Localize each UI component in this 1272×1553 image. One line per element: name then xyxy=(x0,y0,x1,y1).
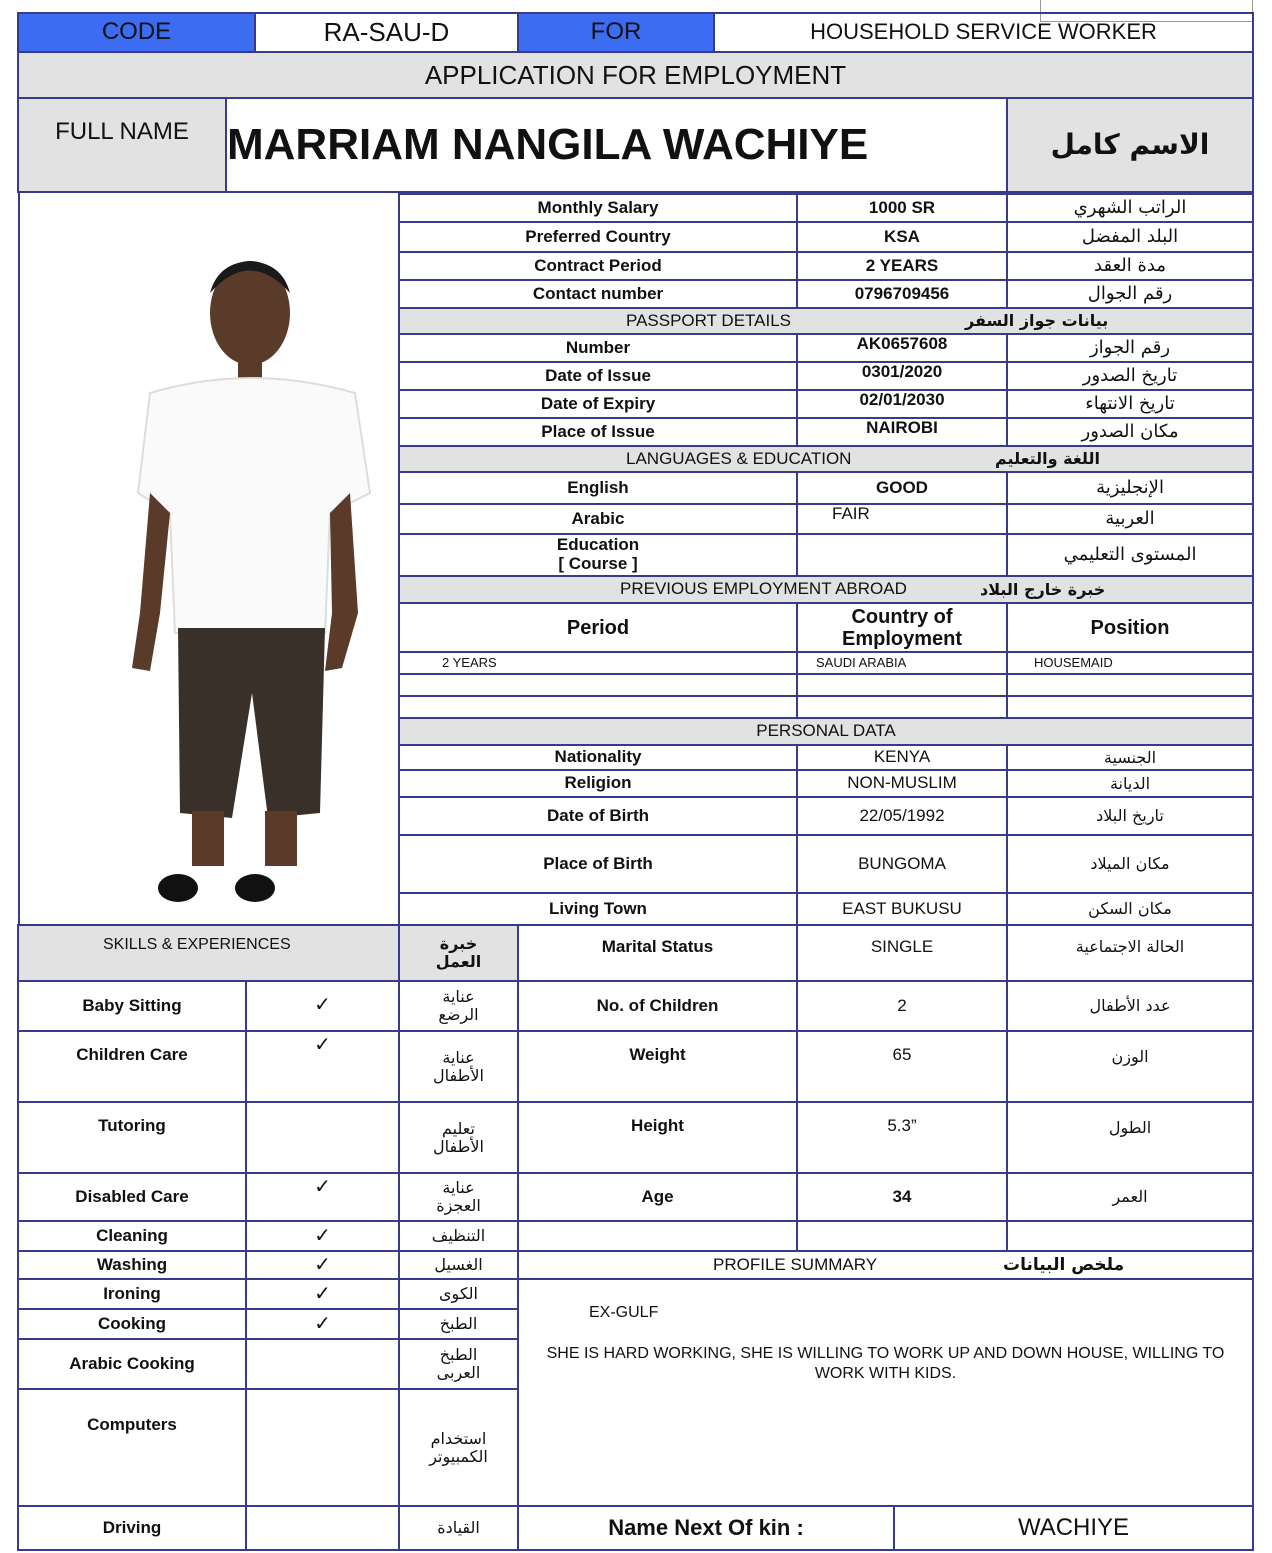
employment-row-empty xyxy=(398,695,798,719)
expiry-date-label: Date of Expiry xyxy=(398,389,798,419)
period-header: Period xyxy=(398,602,798,653)
profile-title: PROFILE SUMMARY xyxy=(713,1254,878,1274)
employment-row-empty xyxy=(1006,695,1254,719)
skill-arabic-children-care: عناية الأطفال xyxy=(398,1030,519,1103)
applicant-photo xyxy=(18,193,398,926)
skill-arabic-computers: استخدام الكمبيوتر xyxy=(398,1388,519,1507)
education-label: Education [ Course ] xyxy=(398,533,798,577)
height-arabic: الطول xyxy=(1006,1101,1254,1174)
skill-label-cleaning: Cleaning xyxy=(17,1220,247,1252)
skill-arabic-tutoring: تعليم الأطفال xyxy=(398,1101,519,1174)
country-arabic: البلد المفضل xyxy=(1006,221,1254,253)
passport-number-label: Number xyxy=(398,333,798,363)
skill-label-washing: Washing xyxy=(17,1250,247,1280)
marital-label: Marital Status xyxy=(517,924,798,982)
living-town-label: Living Town xyxy=(398,892,798,926)
weight-value: 65 xyxy=(796,1030,1008,1103)
country-label: Preferred Country xyxy=(398,221,798,253)
full-name-value: MARRIAM NANGILA WACHIYE xyxy=(225,97,1008,193)
employment-row-empty xyxy=(398,673,798,697)
employment-section-header xyxy=(398,575,1254,604)
contract-label: Contract Period xyxy=(398,251,798,281)
issue-date-label: Date of Issue xyxy=(398,361,798,391)
children-label: No. of Children xyxy=(517,980,798,1032)
education-value xyxy=(796,533,1008,577)
skill-check-washing: ✓ xyxy=(245,1250,400,1280)
skill-arabic-cleaning: التنظيف xyxy=(398,1220,519,1252)
skill-check-computers xyxy=(245,1388,400,1507)
salary-arabic: الراتب الشهري xyxy=(1006,193,1254,223)
religion-label: Religion xyxy=(398,769,798,798)
birthplace-value: BUNGOMA xyxy=(796,834,1008,894)
country-header: Country of Employment xyxy=(796,602,1008,653)
issue-place-value: NAIROBI xyxy=(796,417,1008,447)
skill-check-cooking: ✓ xyxy=(245,1308,400,1340)
skill-label-tutoring: Tutoring xyxy=(17,1101,247,1174)
person-figure-icon xyxy=(20,193,396,924)
blank-cell xyxy=(1006,1220,1254,1252)
dob-arabic: تاريخ البلاد xyxy=(1006,796,1254,836)
profile-section-header xyxy=(517,1250,1254,1280)
contact-arabic: رقم الجوال xyxy=(1006,279,1254,309)
skill-arabic-arabic-cooking: الطبخ العربى xyxy=(398,1338,519,1390)
profile-title-arabic: ملخص البيانات xyxy=(1003,1254,1125,1275)
for-value: HOUSEHOLD SERVICE WORKER xyxy=(713,12,1254,53)
passport-title: PASSPORT DETAILS xyxy=(626,310,792,330)
skill-arabic-ironing: الكوى xyxy=(398,1278,519,1310)
employment-position-1: HOUSEMAID xyxy=(1006,651,1254,675)
personal-section-header: PERSONAL DATA xyxy=(398,717,1254,746)
for-label: FOR xyxy=(517,12,715,53)
skill-check-driving xyxy=(245,1505,400,1551)
profile-summary-box xyxy=(517,1278,1254,1507)
skills-title-arabic: خبرة العمل xyxy=(398,924,519,982)
age-label: Age xyxy=(517,1172,798,1222)
birthplace-arabic: مكان الميلاد xyxy=(1006,834,1254,894)
religion-value: NON-MUSLIM xyxy=(796,769,1008,798)
expiry-date-arabic: تاريخ الانتهاء xyxy=(1006,389,1254,419)
arabic-arabic: العربية xyxy=(1006,503,1254,535)
code-label: CODE xyxy=(17,12,256,53)
code-value: RA-SAU-D xyxy=(254,12,519,53)
nationality-arabic: الجنسية xyxy=(1006,744,1254,771)
nationality-value: KENYA xyxy=(796,744,1008,771)
profile-line-1: EX-GULF xyxy=(589,1304,659,1321)
height-value: 5.3” xyxy=(796,1101,1008,1174)
children-arabic: عدد الأطفال xyxy=(1006,980,1254,1032)
next-of-kin-value: WACHIYE xyxy=(893,1505,1254,1551)
living-town-arabic: مكان السكن xyxy=(1006,892,1254,926)
languages-section-header xyxy=(398,445,1254,473)
skill-check-baby-sitting: ✓ xyxy=(245,980,400,1032)
profile-line-2: SHE IS HARD WORKING, SHE IS WILLING TO WORK UP AND DOWN HOUSE, WILLING TO WORK WITH KIDS. xyxy=(546,1344,1225,1383)
living-town-value: EAST BUKUSU xyxy=(796,892,1008,926)
skill-arabic-washing: الغسيل xyxy=(398,1250,519,1280)
birthplace-label: Place of Birth xyxy=(398,834,798,894)
skill-arabic-disabled-care: عناية العجزة xyxy=(398,1172,519,1222)
skill-label-disabled-care: Disabled Care xyxy=(17,1172,247,1222)
salary-label: Monthly Salary xyxy=(398,193,798,223)
skill-label-children-care: Children Care xyxy=(17,1030,247,1103)
passport-section-header xyxy=(398,307,1254,335)
skill-label-ironing: Ironing xyxy=(17,1278,247,1310)
issue-place-arabic: مكان الصدور xyxy=(1006,417,1254,447)
issue-date-value: 0301/2020 xyxy=(796,361,1008,391)
passport-title-arabic: بيانات جواز السفر xyxy=(965,311,1109,331)
marital-arabic: الحالة الاجتماعية xyxy=(1006,924,1254,982)
blank-cell xyxy=(796,1220,1008,1252)
skill-check-arabic-cooking xyxy=(245,1338,400,1390)
skill-arabic-baby-sitting: عناية الرضع xyxy=(398,980,519,1032)
blank-cell xyxy=(517,1220,798,1252)
english-label: English xyxy=(398,471,798,505)
position-header: Position xyxy=(1006,602,1254,653)
dob-value: 22/05/1992 xyxy=(796,796,1008,836)
marital-value: SINGLE xyxy=(796,924,1008,982)
next-of-kin-label: Name Next Of kin : xyxy=(517,1505,895,1551)
issue-place-label: Place of Issue xyxy=(398,417,798,447)
dob-label: Date of Birth xyxy=(398,796,798,836)
arabic-value: FAIR xyxy=(796,503,1008,535)
skill-label-driving: Driving xyxy=(17,1505,247,1551)
skill-check-disabled-care: ✓ xyxy=(245,1172,400,1222)
employment-row-empty xyxy=(1006,673,1254,697)
skill-check-tutoring xyxy=(245,1101,400,1174)
nationality-label: Nationality xyxy=(398,744,798,771)
skill-check-ironing: ✓ xyxy=(245,1278,400,1310)
weight-label: Weight xyxy=(517,1030,798,1103)
skill-check-cleaning: ✓ xyxy=(245,1220,400,1252)
skill-arabic-driving: القيادة xyxy=(398,1505,519,1551)
english-arabic: الإنجليزية xyxy=(1006,471,1254,505)
skill-label-baby-sitting: Baby Sitting xyxy=(17,980,247,1032)
english-value: GOOD xyxy=(796,471,1008,505)
skill-arabic-cooking: الطبخ xyxy=(398,1308,519,1340)
age-arabic: العمر xyxy=(1006,1172,1254,1222)
employment-period-1: 2 YEARS xyxy=(398,651,798,675)
skills-title: SKILLS & EXPERIENCES xyxy=(17,924,400,982)
contact-value: 0796709456 xyxy=(796,279,1008,309)
expiry-date-value: 02/01/2030 xyxy=(796,389,1008,419)
employment-row-empty xyxy=(796,695,1008,719)
passport-number-value: AK0657608 xyxy=(796,333,1008,363)
skill-check-children-care: ✓ xyxy=(245,1030,400,1103)
skill-label-computers: Computers xyxy=(17,1388,247,1507)
country-value: KSA xyxy=(796,221,1008,253)
weight-arabic: الوزن xyxy=(1006,1030,1254,1103)
employment-row-empty xyxy=(796,673,1008,697)
page-title: APPLICATION FOR EMPLOYMENT xyxy=(17,51,1254,99)
languages-title-arabic: اللغة والتعليم xyxy=(995,449,1100,469)
skill-label-arabic-cooking: Arabic Cooking xyxy=(17,1338,247,1390)
religion-arabic: الديانة xyxy=(1006,769,1254,798)
full-name-label: FULL NAME xyxy=(17,97,227,193)
education-arabic: المستوى التعليمي xyxy=(1006,533,1254,577)
salary-value: 1000 SR xyxy=(796,193,1008,223)
employment-country-1: SAUDI ARABIA xyxy=(796,651,1008,675)
height-label: Height xyxy=(517,1101,798,1174)
arabic-label: Arabic xyxy=(398,503,798,535)
full-name-arabic: الاسم كامل xyxy=(1006,97,1254,193)
contact-label: Contact number xyxy=(398,279,798,309)
languages-title: LANGUAGES & EDUCATION xyxy=(626,448,852,468)
contract-arabic: مدة العقد xyxy=(1006,251,1254,281)
age-value: 34 xyxy=(796,1172,1008,1222)
skill-label-cooking: Cooking xyxy=(17,1308,247,1340)
contract-value: 2 YEARS xyxy=(796,251,1008,281)
children-value: 2 xyxy=(796,980,1008,1032)
employment-title-arabic: خبرة خارج البلاد xyxy=(980,579,1106,599)
passport-number-arabic: رقم الجواز xyxy=(1006,333,1254,363)
employment-title: PREVIOUS EMPLOYMENT ABROAD xyxy=(620,579,907,599)
issue-date-arabic: تاريخ الصدور xyxy=(1006,361,1254,391)
